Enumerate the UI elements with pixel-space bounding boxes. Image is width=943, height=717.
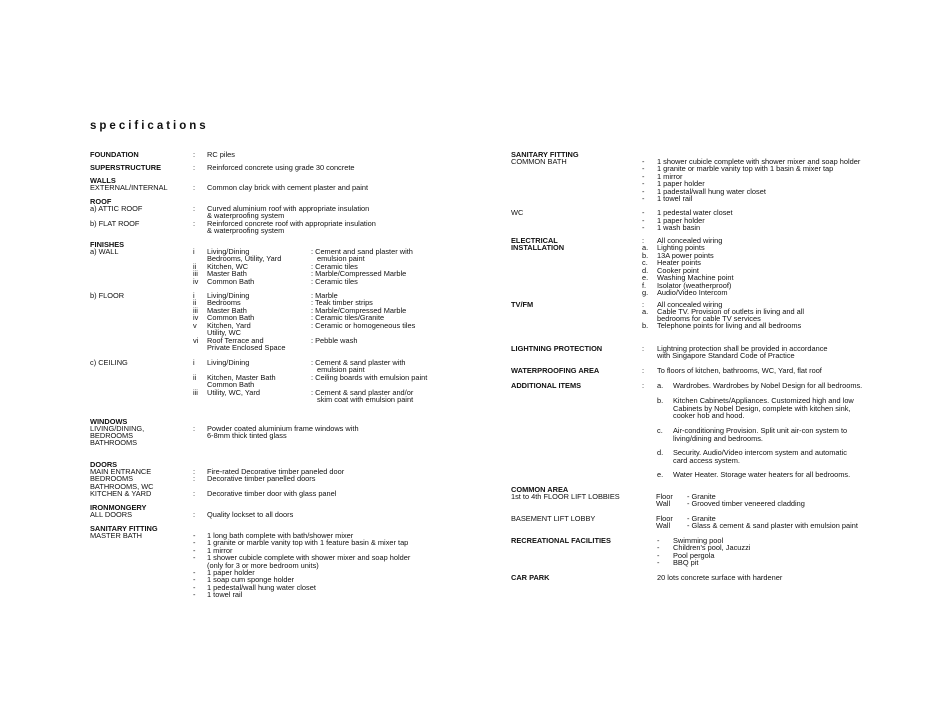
windows-value: Powder coated aluminium frame windows with xyxy=(207,424,359,433)
additional-item: Air-conditioning Provision. Split unit air-con system to xyxy=(673,426,848,435)
finish-material: emulsion paint xyxy=(317,365,365,375)
electrical-item: All concealed wiring xyxy=(657,236,723,245)
windows-subheading: BEDROOMS xyxy=(90,431,134,440)
list-letter: b. xyxy=(657,396,664,405)
tv-fm-item: Cable TV. Provision of outlets in living and all xyxy=(657,307,805,316)
finish-material: : Marble xyxy=(311,291,338,300)
superstructure-value: Reinforced concrete using grade 30 concrete xyxy=(207,163,355,172)
finish-material: : Ceramic tiles xyxy=(311,277,358,286)
finish-area: Master Bath xyxy=(207,269,247,278)
colon: : xyxy=(642,300,645,309)
colon: : xyxy=(193,424,196,433)
electrical-item: Lighting points xyxy=(657,243,705,252)
wall-value: - Glass & cement & sand plaster with emulsion paint xyxy=(687,521,858,530)
finish-material: : Cement & sand plaster with xyxy=(311,358,406,367)
sanitary-item: 1 paper holder xyxy=(657,179,705,189)
finish-area: Common Bath xyxy=(207,313,255,322)
door-location: KITCHEN & YARD xyxy=(90,489,152,498)
waterproofing-heading: WATERPROOFING AREA xyxy=(511,366,600,375)
floor-value: - Granite xyxy=(687,492,716,501)
list-letter: f. xyxy=(642,280,647,290)
waterproofing-value: To floors of kitchen, bathrooms, WC, Yard, flat roof xyxy=(657,366,822,375)
attic-roof-value: & waterproofing system xyxy=(207,211,285,220)
car-park-heading: CAR PARK xyxy=(511,573,550,582)
windows-value: 6-8mm thick tinted glass xyxy=(207,431,287,440)
page-title: specifications xyxy=(90,120,209,132)
flat-roof-value: Reinforced concrete roof with appropriate insulation xyxy=(207,219,376,228)
sanitary-item: 1 granite or marble vanity top with 1 feature basin & mixer tap xyxy=(207,538,409,548)
finish-material: emulsion paint xyxy=(317,254,365,264)
bullet-dash: - xyxy=(642,186,645,196)
recreational-item: Pool pergola xyxy=(673,550,715,560)
wc-item: 1 pedestal water closet xyxy=(657,208,733,217)
bullet-dash: - xyxy=(642,171,645,181)
windows-heading: WINDOWS xyxy=(90,417,128,426)
sanitary-item: 1 granite or marble vanity top with 1 basin & mixer tap xyxy=(657,164,834,174)
tv-fm-item: bedrooms for cable TV services xyxy=(657,314,761,323)
bullet-dash: - xyxy=(642,157,645,166)
finish-row-number: v xyxy=(193,321,197,330)
list-letter: b. xyxy=(642,321,649,330)
basement-lift-lobby-heading: BASEMENT LIFT LOBBY xyxy=(511,514,596,523)
walls-subheading: EXTERNAL/INTERNAL xyxy=(90,183,168,192)
sanitary-item: (only for 3 or more bedroom units) xyxy=(207,560,319,570)
bullet-dash: - xyxy=(657,543,660,553)
finish-area: Common Bath xyxy=(207,277,255,286)
sanitary-item: 1 soap cum sponge holder xyxy=(207,575,295,585)
colon: : xyxy=(642,381,645,390)
walls-value: Common clay brick with cement plaster and paint xyxy=(207,183,369,192)
finish-area: Kitchen, Master Bath xyxy=(207,373,276,382)
list-letter: d. xyxy=(642,265,649,275)
list-letter: g. xyxy=(642,288,649,297)
sanitary-item: 1 shower cubicle complete with shower mixer and soap holder xyxy=(657,157,861,166)
wall-label: Wall xyxy=(656,499,671,508)
wc-item: 1 paper holder xyxy=(657,215,705,225)
tv-fm-item: All concealed wiring xyxy=(657,300,723,309)
floor-finish-label: b) FLOOR xyxy=(90,291,125,300)
finish-area: Bedrooms xyxy=(207,298,241,307)
floor-value: - Granite xyxy=(687,514,716,523)
windows-subheading: BATHROOMS xyxy=(90,438,138,447)
list-letter: a. xyxy=(642,243,649,252)
sanitary-item: 1 long bath complete with bath/shower mixer xyxy=(207,531,354,540)
recreational-facilities-heading: RECREATIONAL FACILITIES xyxy=(511,536,611,545)
bullet-dash: - xyxy=(642,179,645,189)
bullet-dash: - xyxy=(642,208,645,217)
bullet-dash: - xyxy=(193,590,196,600)
finish-material: : Ceramic or homogeneous tiles xyxy=(311,321,416,330)
wall-finish-label: a) WALL xyxy=(90,247,119,256)
windows-subheading: LIVING/DINING, xyxy=(90,424,145,433)
colon: : xyxy=(193,163,196,172)
colon: : xyxy=(193,474,196,483)
wall-value: - Grooved timber veneered cladding xyxy=(687,499,805,508)
finish-material: : Teak timber strips xyxy=(311,298,373,307)
electrical-item: 13A power points xyxy=(657,250,714,260)
list-letter: e. xyxy=(657,470,664,479)
bullet-dash: - xyxy=(193,553,196,563)
door-location: MAIN ENTRANCE xyxy=(90,467,152,476)
additional-item: Cabinets by Nobel Design, complete with kitchen sink, xyxy=(673,403,851,413)
colon: : xyxy=(642,344,645,353)
common-area-heading: COMMON AREA xyxy=(511,485,569,494)
bullet-dash: - xyxy=(642,215,645,225)
additional-item: cooker hob and hood. xyxy=(673,411,745,420)
finish-area: Living/Dining xyxy=(207,247,250,256)
electrical-item: Cooker point xyxy=(657,265,699,275)
door-value: Decorative timber panelled doors xyxy=(207,474,316,483)
bullet-dash: - xyxy=(657,550,660,560)
finish-area: Utility, WC, Yard xyxy=(207,388,260,397)
additional-item: Water Heater. Storage water heaters for all bedrooms. xyxy=(673,470,851,479)
colon: : xyxy=(642,366,645,375)
ironmongery-subheading: ALL DOORS xyxy=(90,510,133,519)
finish-area: Roof Terrace and xyxy=(207,336,264,345)
electrical-item: Isolator (weatherproof) xyxy=(657,280,732,290)
foundation-value: RC piles xyxy=(207,150,235,159)
finish-row-number: iv xyxy=(193,313,199,322)
electrical-heading: ELECTRICAL xyxy=(511,236,558,245)
electrical-heading: INSTALLATION xyxy=(511,243,565,252)
ironmongery-heading: IRONMONGERY xyxy=(90,503,147,512)
finish-row-number: iii xyxy=(193,388,198,397)
bullet-dash: - xyxy=(657,558,660,568)
foundation-heading: FOUNDATION xyxy=(90,150,139,159)
colon: : xyxy=(193,183,196,192)
additional-item: living/dining and bedrooms. xyxy=(673,433,763,443)
sanitary-fitting-heading: SANITARY FITTING xyxy=(511,150,579,159)
tv-fm-heading: TV/FM xyxy=(511,300,534,309)
additional-item: Security. Audio/Video intercom system and automatic xyxy=(673,448,847,457)
colon: : xyxy=(193,467,196,476)
door-location: BATHROOMS, WC xyxy=(90,482,154,491)
sanitary-item: 1 pedestal/wall hung water closet xyxy=(207,582,316,592)
bullet-dash: - xyxy=(642,194,645,203)
lightning-protection-value: Lightning protection shall be provided in accordance xyxy=(657,344,828,353)
bullet-dash: - xyxy=(193,568,196,577)
finish-material: : Ceramic tiles xyxy=(311,262,358,271)
list-letter: e. xyxy=(642,273,649,282)
sanitary-item: 1 towel rail xyxy=(657,194,693,203)
common-bath-subheading: COMMON BATH xyxy=(511,157,567,166)
finish-material: : Ceramic tiles/Granite xyxy=(311,313,385,322)
flat-roof-label: b) FLAT ROOF xyxy=(90,219,140,228)
bullet-dash: - xyxy=(642,164,645,174)
bullet-dash: - xyxy=(193,582,196,592)
finish-row-number: i xyxy=(193,291,195,300)
bullet-dash: - xyxy=(193,531,196,540)
finish-area: Living/Dining xyxy=(207,291,250,300)
superstructure-heading: SUPERSTRUCTURE xyxy=(90,163,162,172)
finish-row-number: ii xyxy=(193,373,197,382)
sanitary-item: 1 mirror xyxy=(657,171,683,181)
sanitary-item: 1 padestal/wall hung water closet xyxy=(657,186,766,196)
car-park-value: 20 lots concrete surface with hardener xyxy=(657,573,783,582)
recreational-item: Swimming pool xyxy=(673,536,724,545)
doors-heading: DOORS xyxy=(90,460,118,469)
bullet-dash: - xyxy=(657,536,660,545)
roof-heading: ROOF xyxy=(90,197,112,206)
flat-roof-value: & waterproofing system xyxy=(207,226,285,235)
finish-area: Living/Dining xyxy=(207,358,250,367)
electrical-item: Audio/Video Intercom xyxy=(657,288,728,297)
attic-roof-label: a) ATTIC ROOF xyxy=(90,204,143,213)
sanitary-fitting-heading: SANITARY FITTING xyxy=(90,524,158,533)
finish-row-number: vi xyxy=(193,336,199,345)
finish-material: skim coat with emulsion paint xyxy=(317,395,414,405)
lift-lobbies-subheading: 1st to 4th FLOOR LIFT LOBBIES xyxy=(511,492,620,501)
sanitary-item: 1 paper holder xyxy=(207,568,255,577)
master-bath-subheading: MASTER BATH xyxy=(90,531,143,540)
lightning-protection-value: with Singapore Standard Code of Practice xyxy=(657,351,795,360)
finish-material: : Cement and sand plaster with xyxy=(311,247,413,256)
list-letter: c. xyxy=(657,426,663,435)
finish-material: : Ceiling boards with emulsion paint xyxy=(311,373,428,382)
door-value: Fire-rated Decorative timber paneled door xyxy=(207,467,345,476)
sanitary-item: 1 shower cubicle complete with shower mixer and soap holder xyxy=(207,553,411,563)
colon: : xyxy=(193,150,196,159)
bullet-dash: - xyxy=(193,545,196,555)
finish-row-number: iii xyxy=(193,269,198,278)
list-letter: a. xyxy=(657,381,664,390)
recreational-item: Children's pool, Jacuzzi xyxy=(673,543,751,553)
list-letter: d. xyxy=(657,448,664,457)
additional-item: card access system. xyxy=(673,455,740,465)
finish-row-number: ii xyxy=(193,262,197,271)
walls-heading: WALLS xyxy=(90,176,116,185)
bullet-dash: - xyxy=(642,223,645,233)
finish-material: : Cement & sand plaster and/or xyxy=(311,388,414,397)
finish-material: : Marble/Compressed Marble xyxy=(311,306,407,315)
ironmongery-value: Quality lockset to all doors xyxy=(207,510,294,519)
list-letter: a. xyxy=(642,307,649,316)
additional-item: Wardrobes. Wardrobes by Nobel Design for all bedrooms. xyxy=(673,381,863,390)
wc-subheading: WC xyxy=(511,208,524,217)
colon: : xyxy=(193,510,196,519)
additional-items-heading: ADDITIONAL ITEMS xyxy=(511,381,582,390)
list-letter: c. xyxy=(642,258,648,267)
electrical-item: Washing Machine point xyxy=(657,273,734,282)
door-value: Decorative timber door with glass panel xyxy=(207,489,337,498)
additional-item: Kitchen Cabinets/Appliances. Customized high and low xyxy=(673,396,854,405)
floor-label: Floor xyxy=(656,514,673,523)
door-location: BEDROOMS xyxy=(90,474,134,483)
finish-row-number: i xyxy=(193,247,195,256)
finish-row-number: iii xyxy=(193,306,198,315)
finish-area: Kitchen, Yard xyxy=(207,321,251,330)
bullet-dash: - xyxy=(193,575,196,585)
tv-fm-item: Telephone points for living and all bedrooms xyxy=(657,321,802,330)
finish-row-number: iv xyxy=(193,277,199,286)
finish-area: Private Enclosed Space xyxy=(207,343,286,353)
lightning-protection-heading: LIGHTNING PROTECTION xyxy=(511,344,603,353)
finish-row-number: i xyxy=(193,358,195,367)
sanitary-item: 1 mirror xyxy=(207,545,233,555)
colon: : xyxy=(642,236,645,245)
list-letter: b. xyxy=(642,250,649,260)
finish-area: Master Bath xyxy=(207,306,247,315)
colon: : xyxy=(193,219,196,228)
attic-roof-value: Curved aluminium roof with appropriate insulation xyxy=(207,204,370,213)
recreational-item: BBQ pit xyxy=(673,558,699,568)
wc-item: 1 wash basin xyxy=(657,223,701,233)
finish-area: Bedrooms, Utility, Yard xyxy=(207,254,282,264)
wall-label: Wall xyxy=(656,521,671,530)
finishes-heading: FINISHES xyxy=(90,240,125,249)
ceiling-finish-label: c) CEILING xyxy=(90,358,128,367)
finish-material: : Marble/Compressed Marble xyxy=(311,269,407,278)
finish-material: : Pebble wash xyxy=(311,336,358,345)
finish-area: Utility, WC xyxy=(207,328,241,338)
finish-row-number: ii xyxy=(193,298,197,307)
finish-area: Common Bath xyxy=(207,380,255,390)
bullet-dash: - xyxy=(193,538,196,548)
finish-area: Kitchen, WC xyxy=(207,262,249,271)
floor-label: Floor xyxy=(656,492,673,501)
sanitary-item: 1 towel rail xyxy=(207,590,243,600)
colon: : xyxy=(193,489,196,498)
colon: : xyxy=(193,204,196,213)
electrical-item: Heater points xyxy=(657,258,701,267)
